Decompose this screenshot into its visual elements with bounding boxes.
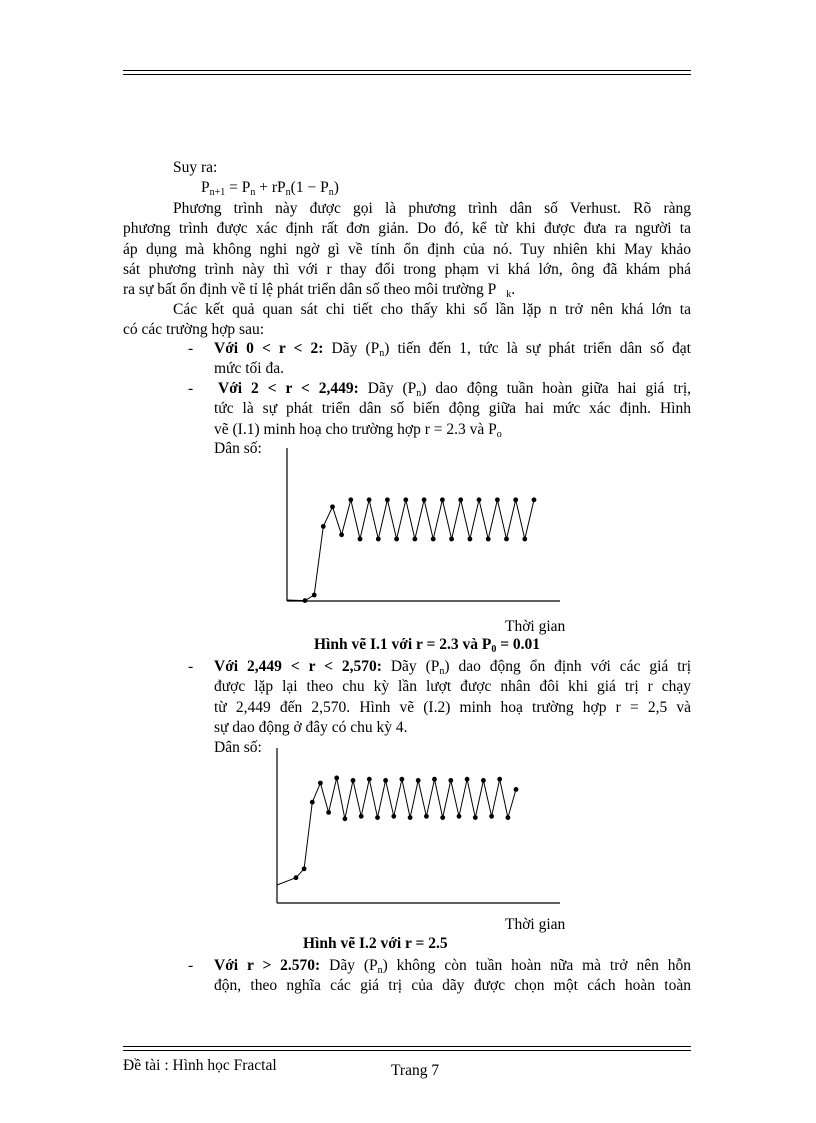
data-point	[343, 816, 348, 821]
data-point	[424, 814, 429, 819]
intro-text: Suy ra:	[173, 159, 218, 176]
bullet-dash: -	[188, 380, 194, 397]
bullet-dash: -	[188, 340, 194, 357]
data-point	[351, 778, 356, 783]
data-point	[326, 810, 331, 815]
chart2-caption: Hình vẽ I.2 với r = 2.5	[303, 935, 448, 952]
paragraph-results: Các kết quả quan sát chi tiết cho thấy khi số lần lặp n trở nên khá lớn ta có các trường hợp sau:	[123, 301, 691, 339]
data-point	[408, 815, 413, 820]
data-point	[440, 497, 445, 502]
data-point	[506, 815, 511, 820]
data-point	[497, 777, 502, 782]
data-point	[489, 814, 494, 819]
data-point	[385, 497, 390, 502]
case-1: Với 0 < r < 2: Dãy $(P_n)$ tiến đến 1, tức là sự phát triển dân số đạt mức tối đa.	[214, 340, 691, 378]
data-point	[458, 497, 463, 502]
series-line-start	[277, 878, 296, 885]
footer-rule	[123, 1046, 691, 1047]
case-3: Với 2,449 < r < 2,570: Dãy $(P_n)$ dao động ổn định với các giá trị được lặp lại theo chu kỳ lần lượt được nhân đôi khi giá trị r chạy từ 2,449 đến 2,570. Hình vẽ (I.2) minh hoạ trường hợp r = 2,5 và sự dao động ở đây có chu kỳ 4.	[214, 658, 692, 736]
data-point	[495, 497, 500, 502]
series-line	[296, 778, 516, 878]
chart2-xlabel: Thời gian	[505, 916, 566, 933]
data-point	[294, 875, 299, 880]
formula: $P_{n+1} = P_n + rP_n(1 - P_n)$	[201, 179, 339, 198]
data-point	[359, 814, 364, 819]
data-point	[339, 532, 344, 537]
data-point	[376, 537, 381, 542]
bullet-dash: -	[188, 957, 194, 974]
data-point	[481, 778, 486, 783]
series-line	[305, 500, 534, 601]
data-point	[375, 815, 380, 820]
chart1-xlabel: Thời gian	[505, 618, 566, 635]
footer-page: Trang 7	[391, 1062, 440, 1079]
data-point	[504, 537, 509, 542]
data-point	[318, 781, 323, 786]
data-point	[358, 537, 363, 542]
data-point	[473, 815, 478, 820]
header-rule-thin	[123, 74, 691, 75]
data-point	[348, 497, 353, 502]
case-4: Với r > 2.570: Dãy $(P_n)$ không còn tuần hoàn nữa mà trở nên hỗn độn, theo nghĩa các giá trị của dãy được chọn một cách hoàn toàn	[214, 957, 691, 995]
case-2: Với 2 < r < 2,449: Dãy $(P_n)$ dao động tuần hoàn giữa hai giá trị, tức là sự phát triển dân số biến động giữa hai mức xác định. Hình vẽ (I.1) minh hoạ cho trường hợp r = 2.3 và $P_o$	[214, 380, 691, 440]
data-point	[367, 497, 372, 502]
chart-2	[270, 745, 570, 910]
header-rule	[123, 70, 691, 71]
data-point	[513, 497, 518, 502]
data-point	[303, 598, 308, 603]
footer-rule-thin	[123, 1050, 691, 1051]
data-point	[522, 537, 527, 542]
data-point	[422, 497, 427, 502]
series-line-start	[287, 600, 305, 601]
data-point	[312, 593, 317, 598]
data-point	[416, 778, 421, 783]
data-point	[394, 537, 399, 542]
chart1-ylabel: Dân số:	[214, 440, 262, 457]
data-point	[330, 504, 335, 509]
data-point	[457, 814, 462, 819]
data-point	[400, 777, 405, 782]
data-point	[383, 778, 388, 783]
chart1-caption: Hình vẽ I.1 với r = 2.3 và $P_0 = 0.01$	[314, 636, 541, 655]
data-point	[302, 866, 307, 871]
data-point	[310, 800, 315, 805]
chart-1	[280, 445, 570, 610]
paragraph-verhust: Phương trình này được gọi là phương trình dân số Verhust. Rõ ràng phương trình được xác định rất đơn giản. Do đó, kể từ khi được đưa ra người ta áp dụng mà không nghi ngờ gì về tính ổn định của nó. Tuy nhiên khi May khảo sát phương trình này thì với r thay đổi trong phạm vi khá lớn, ông đã khám phá ra sự bất ổn định về tỉ lệ phát triển dân số theo môi trường P $_k$.	[123, 200, 691, 301]
data-point	[468, 537, 473, 542]
chart2-ylabel: Dân số:	[214, 739, 262, 756]
data-point	[514, 787, 519, 792]
data-point	[486, 537, 491, 542]
data-point	[440, 815, 445, 820]
data-point	[367, 777, 372, 782]
data-point	[432, 777, 437, 782]
footer-topic: Đề tài : Hình học Fractal	[123, 1057, 277, 1074]
data-point	[334, 776, 339, 781]
data-point	[403, 497, 408, 502]
data-point	[532, 497, 537, 502]
data-point	[477, 497, 482, 502]
data-point	[321, 524, 326, 529]
data-point	[465, 777, 470, 782]
data-point	[391, 814, 396, 819]
data-point	[431, 537, 436, 542]
data-point	[449, 537, 454, 542]
data-point	[448, 778, 453, 783]
data-point	[413, 537, 418, 542]
bullet-dash: -	[188, 658, 194, 675]
